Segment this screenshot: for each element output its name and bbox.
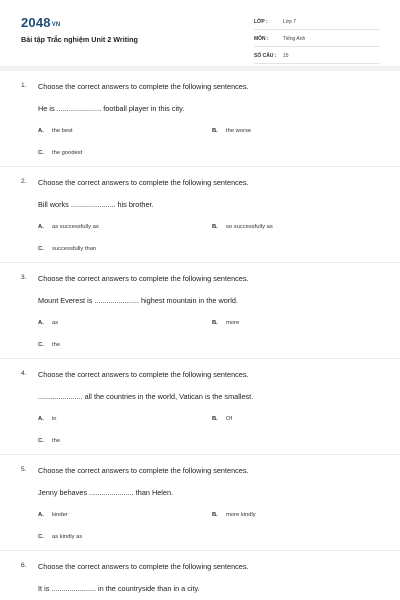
question-item	[0, 167, 400, 263]
answer-option-a[interactable]	[38, 224, 99, 230]
meta-value: Tiếng Anh	[283, 36, 306, 42]
option-text: more	[226, 320, 240, 326]
question-sentence: He is ...................... football player in this city.	[38, 104, 185, 113]
answer-option-a[interactable]	[38, 320, 58, 326]
option-letter: B.	[212, 512, 218, 518]
answer-option-c[interactable]	[38, 150, 82, 156]
answer-option-b[interactable]	[212, 320, 239, 326]
option-letter: C.	[38, 534, 44, 540]
option-letter: A.	[38, 512, 44, 518]
answer-option-b[interactable]	[212, 128, 251, 134]
option-text: as successfully as	[52, 224, 99, 230]
answer-option-c[interactable]	[38, 246, 96, 252]
answer-option-c[interactable]	[38, 438, 60, 444]
question-instruction: Choose the correct answers to complete the following sentences.	[38, 82, 249, 91]
question-item	[0, 455, 400, 551]
option-text: Of	[226, 416, 233, 422]
answer-option-b[interactable]	[212, 224, 273, 230]
question-number: 5.	[21, 466, 27, 473]
meta-row-grade	[254, 13, 380, 30]
question-item	[0, 263, 400, 359]
option-text: as kindly as	[52, 534, 83, 540]
question-instruction: Choose the correct answers to complete the following sentences.	[38, 274, 249, 283]
question-sentence: ...................... all the countries in the world, Vatican is the smallest.	[38, 392, 254, 401]
question-instruction: Choose the correct answers to complete the following sentences.	[38, 562, 249, 571]
answer-option-a[interactable]	[38, 416, 57, 422]
document-header	[0, 0, 400, 66]
meta-value: Lớp 7	[283, 19, 297, 25]
meta-value: 15	[283, 53, 289, 59]
answer-option-a[interactable]	[38, 512, 68, 518]
question-list	[0, 71, 400, 600]
meta-key: SỐ CÂU :	[254, 53, 277, 59]
meta-key: MÔN :	[254, 36, 269, 42]
option-letter: B.	[212, 128, 218, 134]
question-number: 6.	[21, 562, 27, 569]
option-letter: C.	[38, 150, 44, 156]
answer-option-b[interactable]	[212, 512, 256, 518]
option-letter: B.	[212, 416, 218, 422]
option-letter: C.	[38, 438, 44, 444]
option-text: successfully than	[52, 246, 97, 252]
question-item	[0, 551, 400, 600]
option-text: more kindly	[226, 512, 256, 518]
option-text: as	[52, 320, 59, 326]
question-number: 3.	[21, 274, 27, 281]
question-sentence: It is ...................... in the countryside than in a city.	[38, 584, 200, 593]
meta-key: LỚP :	[254, 19, 268, 25]
option-letter: A.	[38, 320, 44, 326]
question-item	[0, 359, 400, 455]
meta-row-question-count	[254, 47, 380, 64]
meta-row-subject	[254, 30, 380, 47]
option-letter: A.	[38, 128, 44, 134]
option-text: the	[52, 438, 61, 444]
option-text: the best	[52, 128, 73, 134]
option-text: so successfully as	[226, 224, 273, 230]
document-title: Bài tập Trắc nghiệm Unit 2 Writing	[21, 35, 138, 44]
option-letter: A.	[38, 224, 44, 230]
question-instruction: Choose the correct answers to complete the following sentences.	[38, 370, 249, 379]
option-text: the worse	[226, 128, 252, 134]
option-text: kinder	[52, 512, 68, 518]
answer-option-c[interactable]	[38, 534, 82, 540]
option-letter: B.	[212, 224, 218, 230]
answer-option-a[interactable]	[38, 128, 73, 134]
option-letter: C.	[38, 246, 44, 252]
option-text: the	[52, 342, 61, 348]
option-letter: B.	[212, 320, 218, 326]
question-number: 4.	[21, 370, 27, 377]
answer-option-c[interactable]	[38, 342, 60, 348]
answer-option-b[interactable]	[212, 416, 232, 422]
logo-suffix: VN	[51, 22, 61, 28]
question-sentence: Bill works ...................... his brother.	[38, 200, 154, 209]
question-instruction: Choose the correct answers to complete the following sentences.	[38, 178, 249, 187]
option-text: in	[52, 416, 57, 422]
option-letter: C.	[38, 342, 44, 348]
question-sentence: Jenny behaves ...................... than Helen.	[38, 488, 174, 497]
site-logo[interactable]	[21, 15, 60, 30]
question-number: 1.	[21, 82, 27, 89]
question-sentence: Mount Everest is ...................... highest mountain in the world.	[38, 296, 238, 305]
question-number: 2.	[21, 178, 27, 185]
logo-text: 2048	[21, 15, 51, 30]
question-item	[0, 71, 400, 167]
option-letter: A.	[38, 416, 44, 422]
option-text: the goodest	[52, 150, 83, 156]
document-meta	[254, 13, 380, 64]
question-instruction: Choose the correct answers to complete the following sentences.	[38, 466, 249, 475]
